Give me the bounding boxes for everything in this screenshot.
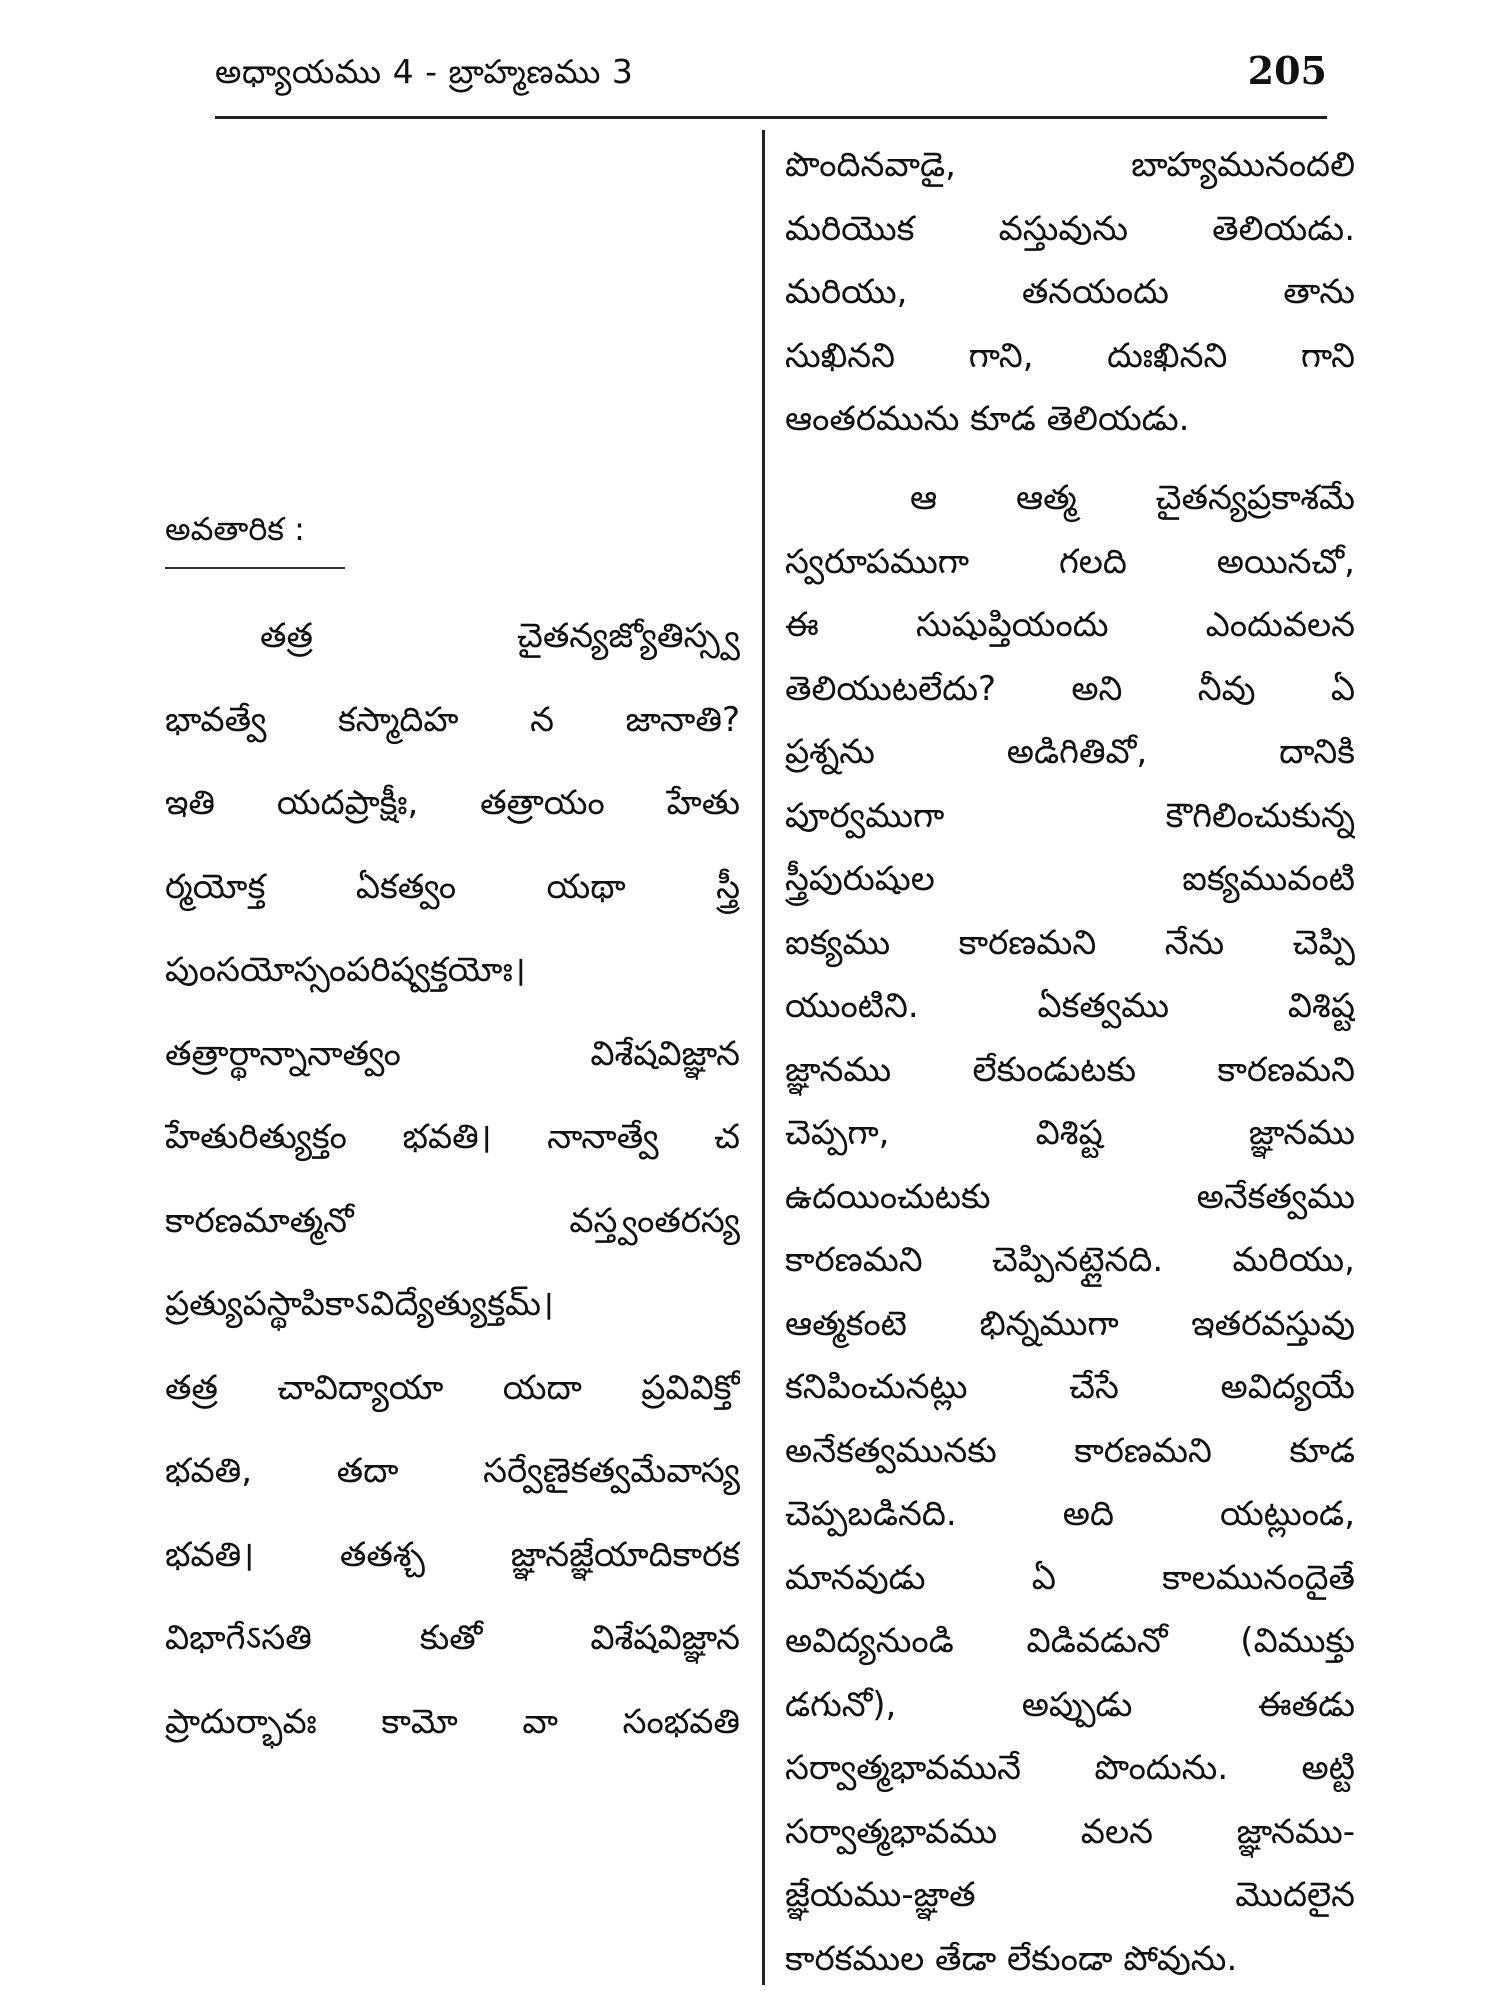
sanskrit-line: ప్రత్యుపస్థాపికాऽవిద్యేత్యుక్తమ్। [165,1284,554,1324]
text-line: ఉదయించుటకు అనేకత్వము [785,1176,1355,1217]
header-rule [215,116,1327,119]
text-line: సర్వాత్మభావము వలన జ్ఞానము- [785,1811,1355,1852]
text-line: స్వరూపముగా గలది అయినచో, [785,541,1355,582]
text-line: తెలియుటలేదు? అని నీవు ఏ [785,668,1355,709]
sanskrit-line: తత్రార్థాన్నానాత్వం విశేషవిజ్ఞాన [165,1033,740,1074]
paragraph-1 [785,134,1355,452]
text-line: పూర్వముగా కౌగిలించుకున్న [785,795,1355,836]
sanskrit-line: భవతి, తదా సర్వేణైకత్వమేవాస్య [165,1451,740,1491]
text-line: కారకముల తేడా లేకుండా పోవును. [785,1938,1238,1979]
section-heading: అవతారిక : [165,510,305,548]
paragraph-2 [785,467,1355,1991]
text-line: ఆత్మకంటె భిన్నముగా ఇతరవస్తువు [785,1303,1355,1344]
text-line: ఆ ఆత్మ చైతన్యప్రకాశమే [910,478,1355,518]
sanskrit-line: కారణమాత్మనో వస్త్వంతరస్య [165,1200,740,1241]
text-line: యుంటిని. ఏకత్వము విశిష్ట [785,986,1355,1026]
text-line: పొందినవాడై, బాహ్యమునందలి [785,145,1355,185]
page-number: 205 [1247,48,1327,93]
text-line: ప్రశ్నను అడిగితివో, దానికి [785,732,1355,772]
sanskrit-line: తత్ర చైతన్యజ్యోతిస్స్వ [260,616,740,656]
text-line: మరియొక వస్తువును తెలియడు. [785,208,1355,249]
sanskrit-line: తత్ర చావిద్యాయా యదా ప్రవివిక్తో [165,1367,740,1408]
sanskrit-line: ర్మయోక్త ఏకత్వం యథా స్త్రీ [165,866,740,907]
text-line: అనేకత్వమునకు కారణమని కూడ [785,1430,1355,1471]
sanskrit-line: ఇతి యదప్రాక్షీః, తత్రాయం హేతు [165,783,740,823]
heading-underline [165,567,345,569]
text-line: జ్ఞేయము-జ్ఞాత మొదలైన [785,1875,1355,1915]
sanskrit-line: విభాగేऽసతి కుతో విశేషవిజ్ఞాన [165,1618,740,1658]
text-line: మరియు, తనయందు తాను [785,272,1355,312]
sanskrit-line: ప్రాదుర్భావః కామో వా సంభవతి [165,1701,740,1742]
text-line: సుఖినని గాని, దుఃఖినని గాని [785,335,1355,376]
column-divider [762,130,765,1985]
sanskrit-text [165,595,740,1764]
text-line: సర్వాత్మభావమునే పొందును. అట్టి [785,1748,1355,1788]
text-line: చెప్పబడినది. అది యట్లుండ, [785,1494,1355,1534]
text-line: ఐక్యము కారణమని నేను చెప్పి [785,922,1355,963]
sanskrit-line: హేతురిత్యుక్తం భవతి। నానాత్వే చ [165,1117,740,1157]
text-line: కనిపించునట్లు చేసే అవిద్యయే [785,1367,1355,1407]
text-line: డగునో), అప్పుడు ఈతడు [785,1684,1355,1725]
sanskrit-line: పుంసయోస్సంపరిష్వక్తయోః। [165,950,526,990]
page-header [215,48,1327,122]
text-line: ఈ సుషుప్తియందు ఎందువలన [785,605,1355,645]
sanskrit-line: భవతి। తతశ్చ జ్ఞానజ్ఞేయాదికారక [165,1534,740,1575]
running-title: అధ్యాయము 4 - బ్రాహ్మణము 3 [215,52,634,91]
text-line: ఆంతరమును కూడ తెలియడు. [785,399,1190,439]
text-line: కారణమని చెప్పినట్లైనది. మరియు, [785,1240,1355,1280]
text-line: మానవుడు ఏ కాలమునందైతే [785,1557,1355,1598]
text-line: చెప్పగా, విశిష్ట జ్ఞానము [785,1113,1355,1153]
text-line: జ్ఞానము లేకుండుటకు కారణమని [785,1049,1355,1090]
text-line: అవిద్యనుండి విడివడునో (విముక్తు [785,1621,1355,1661]
text-line: స్త్రీపురుషుల ఐక్యమువంటి [785,859,1355,899]
sanskrit-line: భావత్వే కస్మాదిహ న జానాతి? [165,699,740,740]
